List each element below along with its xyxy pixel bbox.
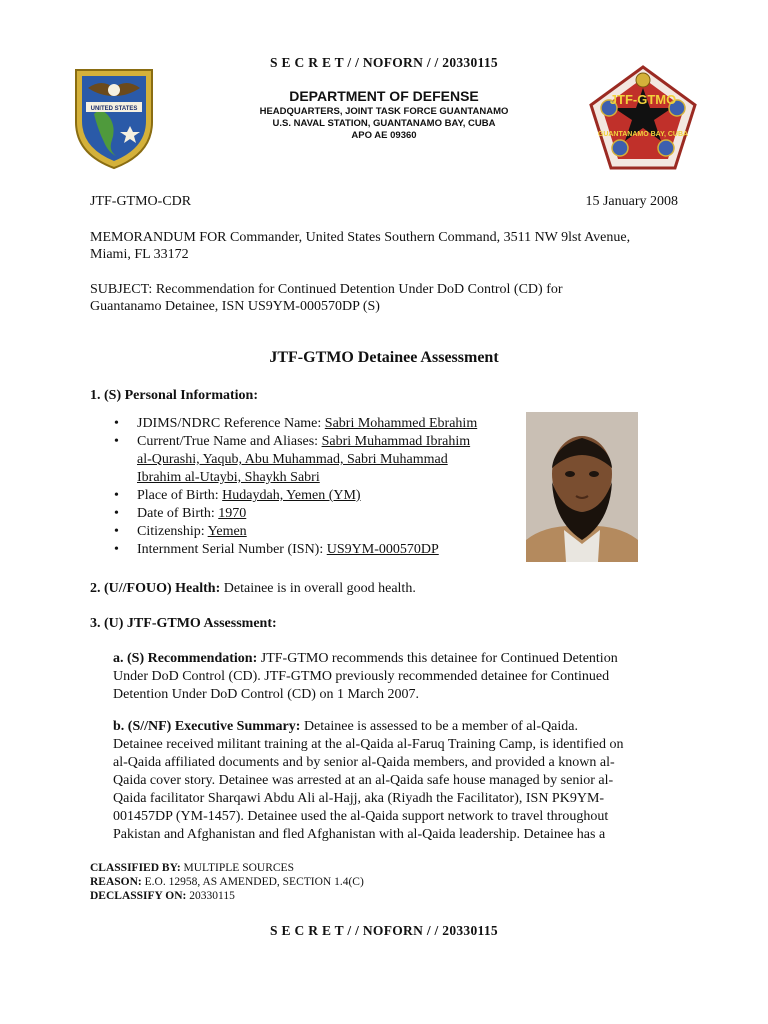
section-2 <box>90 580 416 598</box>
reason <box>90 875 364 889</box>
memorandum-for-line-2: Miami, FL 33172 <box>90 247 189 262</box>
item-value: 1970 <box>218 506 247 521</box>
recommendation-paragraph <box>113 650 701 704</box>
detainee-photo <box>526 412 638 562</box>
list-item <box>113 487 513 505</box>
paragraph-line: 001457DP (YM-1457). Detainee used the al-Qaida support network to travel throughout <box>113 809 609 824</box>
reason-label: REASON: <box>90 876 142 888</box>
paragraph-line: Under DoD Control (CD). JTF-GTMO previously recommended detainee for Continued <box>113 669 610 684</box>
assessment-title: JTF-GTMO Detainee Assessment <box>269 349 499 366</box>
jtf-gtmo-seal <box>588 64 698 174</box>
list-item <box>113 505 513 523</box>
paragraph-line: Qaida cover story. Detainee was arrested at an al-Qaida safe house managed by senior al- <box>113 773 614 788</box>
svg-text:JTF-GTMO: JTF-GTMO <box>609 92 677 107</box>
list-item <box>113 523 513 541</box>
section-2-text: Detainee is in overall good health. <box>220 581 416 596</box>
header-line-3: APO AE 09360 <box>351 130 417 141</box>
item-label: JDIMS/NDRC Reference Name: <box>137 416 325 431</box>
executive-summary-paragraph <box>113 718 701 844</box>
item-label: Internment Serial Number (ISN): <box>137 542 327 557</box>
subject-line-1: SUBJECT: Recommendation for Continued Detention Under DoD Control (CD) for <box>90 282 563 297</box>
personal-info-list <box>113 415 513 559</box>
paragraph-line: JTF-GTMO recommends this detainee for Continued Detention <box>257 651 618 666</box>
declassify-label: DECLASSIFY ON: <box>90 890 187 902</box>
classified-by <box>90 861 364 875</box>
item-value: US9YM-000570DP <box>326 542 439 557</box>
paragraph-line: Detention Under DoD Control (CD) on 1 March 2007. <box>113 687 420 702</box>
item-value-cont: Ibrahim al-Utaybi, Shaykh Sabri <box>137 470 320 485</box>
item-value: Yemen <box>207 524 247 539</box>
item-label: Current/True Name and Aliases: <box>137 434 322 449</box>
paragraph-line: al-Qaida affiliated documents and by senior al-Qaida members, and provided a known al- <box>113 755 615 770</box>
paragraph-line: Pakistan and Afghanistan and fled Afghanistan with al-Qaida leadership. Detainee has a <box>113 827 606 842</box>
list-item <box>113 415 513 433</box>
item-label: Citizenship: <box>137 524 208 539</box>
section-3-heading: 3. (U) JTF-GTMO Assessment: <box>90 616 277 631</box>
list-item <box>113 541 513 559</box>
item-value-cont: al-Qurashi, Yaqub, Abu Muhammad, Sabri Muhammad <box>137 452 448 467</box>
department-title: DEPARTMENT OF DEFENSE <box>289 88 479 104</box>
item-value: Sabri Mohammed Ebrahim <box>324 416 478 431</box>
header-line-1: HEADQUARTERS, JOINT TASK FORCE GUANTANAMO <box>259 106 509 117</box>
item-value: Hudaydah, Yemen (YM) <box>222 488 361 503</box>
paragraph-line: Detainee received militant training at the al-Qaida al-Faruq Training Camp, is identified on <box>113 737 624 752</box>
executive-summary-heading: b. (S//NF) Executive Summary: <box>113 719 301 734</box>
header-line-2: U.S. NAVAL STATION, GUANTANAMO BAY, CUBA <box>272 118 496 129</box>
declassify-value: 20330115 <box>186 890 235 902</box>
declassify-on <box>90 889 364 903</box>
svg-text:UNITED STATES: UNITED STATES <box>90 106 138 112</box>
classification-banner-bottom: S E C R E T / / NOFORN / / 20330115 <box>270 923 498 938</box>
subject-line-2: Guantanamo Detainee, ISN US9YM-000570DP (S) <box>90 299 380 314</box>
section-1-heading: 1. (S) Personal Information: <box>90 388 258 403</box>
item-label: Place of Birth: <box>137 488 223 503</box>
svg-text:GUANTANAMO BAY, CUBA: GUANTANAMO BAY, CUBA <box>597 131 689 138</box>
recommendation-heading: a. (S) Recommendation: <box>113 651 258 666</box>
office-code: JTF-GTMO-CDR <box>90 194 192 209</box>
paragraph-line: Detainee is assessed to be a member of al-Qaida. <box>300 719 578 734</box>
item-label: Date of Birth: <box>137 506 219 521</box>
classification-block <box>90 861 364 903</box>
classified-by-value: MULTIPLE SOURCES <box>180 862 294 874</box>
memo-date: 15 January 2008 <box>585 194 678 209</box>
classified-by-label: CLASSIFIED BY: <box>90 862 181 874</box>
classification-banner-top: S E C R E T / / NOFORN / / 20330115 <box>270 55 498 70</box>
memorandum-for-line-1: MEMORANDUM FOR Commander, United States Southern Command, 3511 NW 9lst Avenue, <box>90 230 631 245</box>
reason-value: E.O. 12958, AS AMENDED, SECTION 1.4(C) <box>141 876 364 888</box>
paragraph-line: Qaida facilitator Sharqawi Abdu Ali al-Hajj, aka (Riyadh the Facilitator), ISN PK9YM- <box>113 791 605 806</box>
item-value: Sabri Muhammad Ibrahim <box>321 434 471 449</box>
list-item <box>113 433 513 487</box>
section-2-heading: 2. (U//FOUO) Health: <box>90 581 221 596</box>
